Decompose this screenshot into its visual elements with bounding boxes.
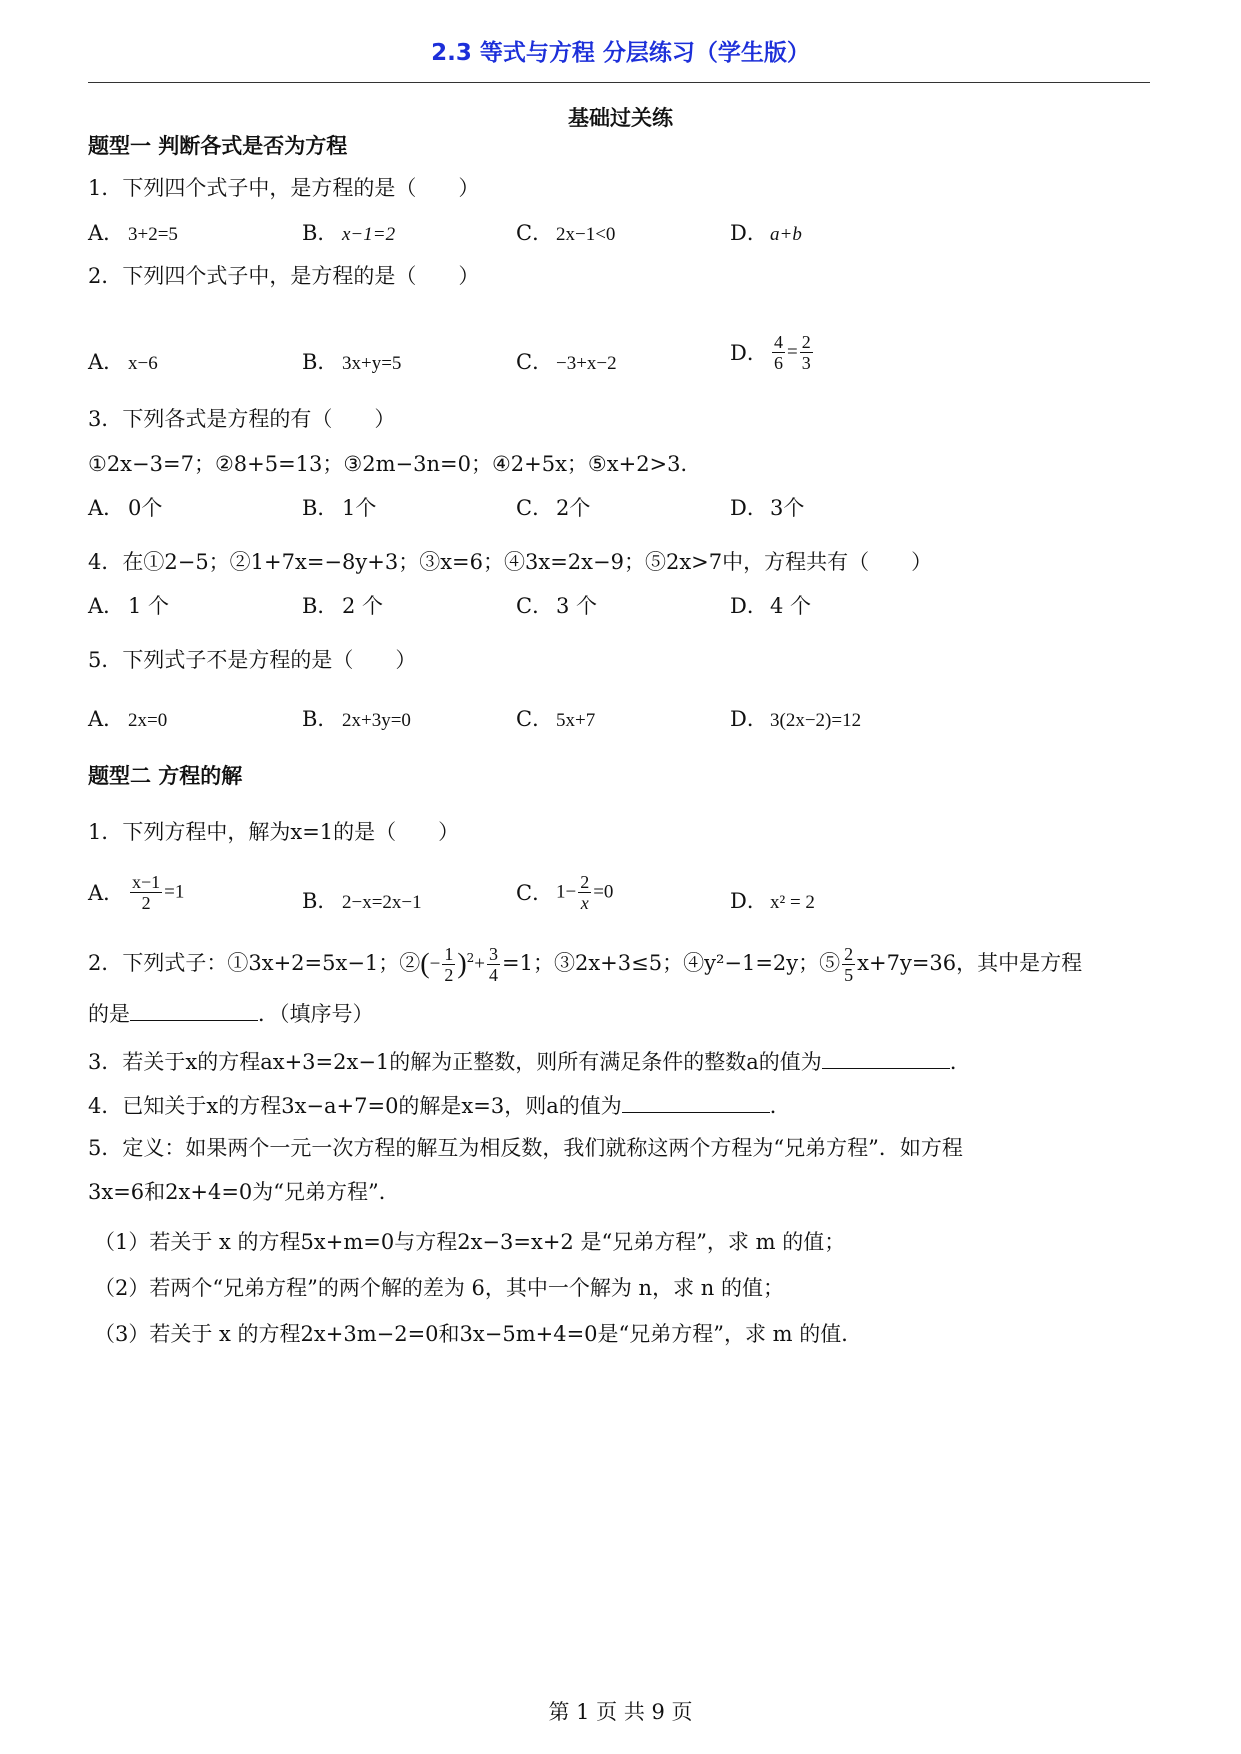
q2-option-b: B． 3x+y=5: [302, 350, 402, 374]
q5-stem: 5．下列式子不是方程的是（ ）: [88, 648, 417, 672]
q2-stem: 2．下列四个式子中，是方程的是（ ）: [88, 264, 480, 288]
p2-q1-option-d: D． x² = 2: [730, 889, 815, 913]
q1-stem: 1．下列四个式子中，是方程的是（ ）: [88, 176, 480, 200]
q1-option-b: B． x−1=2: [302, 221, 396, 245]
q4-option-b: B． 2 个: [302, 594, 384, 618]
section-title: 基础过关练: [568, 106, 673, 130]
answer-blank[interactable]: [130, 998, 258, 1021]
category-title-1: 题型一 判断各式是否为方程: [88, 134, 348, 158]
q2-option-d: D． $\frac{4}{6}$ = $\frac{2}{3}$: [730, 332, 811, 373]
p2-q5-line2: 3x=6和2x+4=0为“兄弟方程”．: [88, 1180, 400, 1204]
p2-q3: 3．若关于x的方程ax+3=2x−1的解为正整数，则所有满足条件的整数a的值为 ．: [88, 1046, 971, 1076]
fraction: $\frac{3}{4}$: [489, 944, 499, 985]
q1-option-c: C． 2x−1<0: [516, 221, 616, 245]
q5-option-c: C． 5x+7: [516, 707, 596, 731]
p2-q4: 4．已知关于x的方程3x−a+7=0的解是x=3，则a的值为 ．: [88, 1090, 791, 1120]
answer-blank[interactable]: [622, 1090, 770, 1113]
fraction: $\frac{4}{6}$: [774, 332, 783, 373]
page-header-title: 2.3 等式与方程 分层练习（学生版）: [431, 40, 810, 66]
q1-option-d: D． a+b: [730, 221, 802, 245]
q3-items: ①2x−3=7；②8+5=13；③2m−3n=0；④2+5x；⑤x+2>3．: [88, 452, 702, 476]
fraction: $\frac{2}{3}$: [801, 332, 811, 373]
page-footer: 第 1 页 共 9 页: [548, 1700, 693, 1724]
q5-option-b: B． 2x+3y=0: [302, 707, 411, 731]
header-rule: [88, 82, 1150, 83]
q5-option-d: D． 3(2x−2)=12: [730, 707, 862, 731]
p2-q5-sub1: （1）若关于 x 的方程5x+m=0与方程2x−3=x+2 是“兄弟方程”，求 m 的值；: [94, 1230, 846, 1254]
q3-stem: 3．下列各式是方程的有（ ）: [88, 407, 396, 431]
q3-option-b: B． 1个: [302, 496, 377, 520]
p2-q1-stem: 1．下列方程中，解为x=1的是（ ）: [88, 820, 460, 844]
fraction: $\frac{2}{x}$: [580, 872, 590, 913]
q4-option-d: D． 4 个: [730, 594, 812, 618]
q4-option-a: A． 1 个: [88, 594, 170, 618]
p2-q2-line2: 的是 ．（填序号）: [88, 998, 374, 1028]
p2-q1-option-c: C． 1− $\frac{2}{x}$ =0: [516, 872, 614, 913]
q3-option-a: A． 0个: [88, 496, 163, 520]
fraction: $\frac{2}{5}$: [844, 944, 854, 985]
p2-q1-option-b: B． 2−x=2x−1: [302, 889, 422, 913]
fraction: $\frac{1}{2}$: [444, 944, 454, 985]
q2-option-a: A． x−6: [88, 350, 158, 374]
p2-q5-sub3: （3）若关于 x 的方程2x+3m−2=0和3x−5m+4=0是“兄弟方程”，求 m 的值．: [94, 1322, 863, 1346]
p2-q2-line1: 2．下列式子：①3x+2=5x−1；②(− $\frac{1}{2}$ )$^2$+ $\frac{3}{4}$ =1；③2x+3≤5；④y²−1=2y；⑤ $\frac{2}{5}$ x+7y=36，其中是方程: [88, 944, 1083, 985]
q1-option-a: A． 3+2=5: [88, 221, 178, 245]
p2-q1-option-a: A． $\frac{x-1}{2}$ =1: [88, 872, 185, 913]
q5-option-a: A． 2x=0: [88, 707, 168, 731]
q3-option-c: C． 2个: [516, 496, 591, 520]
q2-option-c: C． −3+x−2: [516, 350, 617, 374]
q3-option-d: D． 3个: [730, 496, 805, 520]
answer-blank[interactable]: [822, 1046, 950, 1069]
fraction: $\frac{x-1}{2}$: [132, 872, 161, 913]
p2-q5-line1: 5．定义：如果两个一元一次方程的解互为相反数，我们就称这两个方程为“兄弟方程”．如方程: [88, 1136, 963, 1160]
category-title-2: 题型二 方程的解: [88, 764, 243, 788]
q4-option-c: C． 3 个: [516, 594, 598, 618]
q4-stem: 4．在①2−5；②1+7x=−8y+3；③x=6；④3x=2x−9；⑤2x>7中，方程共有（ ）: [88, 550, 933, 574]
p2-q5-sub2: （2）若两个“兄弟方程”的两个解的差为 6，其中一个解为 n，求 n 的值；: [94, 1276, 784, 1300]
